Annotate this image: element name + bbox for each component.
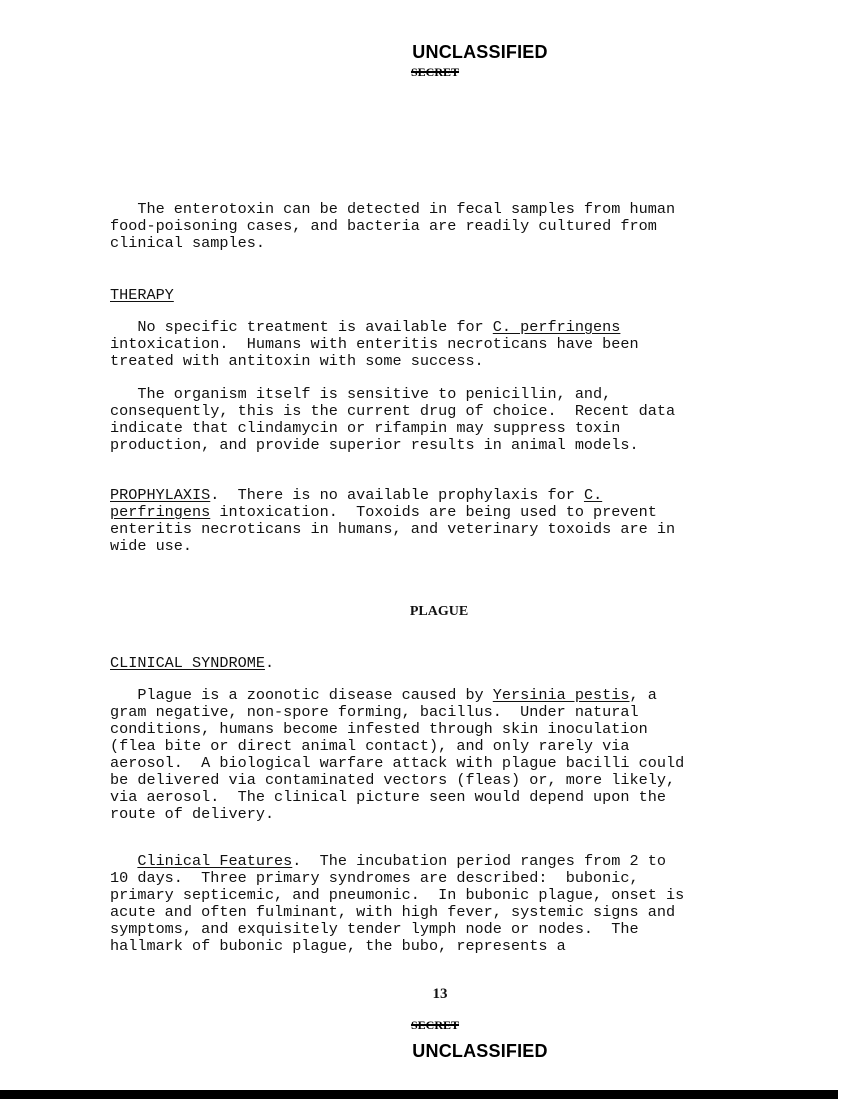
organism-name-part-b: perfringens [110,503,211,521]
classification-marking-top: UNCLASSIFIED [412,42,548,62]
clinical-syndrome-heading-line [110,655,274,672]
clinical-features-rest: . The incubation period ranges from 2 to 10 days. Three primary syndromes are described: bubonic, primary septicemic, and pneumonic. In bubonic plague, onset is acute and often fulminant, with high fever, systemic signs and symptoms, and exquisitely tender lymph node or nodes. The hallmark of bubonic plague, the bubo, represents a [110,852,685,955]
organism-name: Yersinia pestis [492,686,630,704]
detection-paragraph: The enterotoxin can be detected in fecal samples from human food-poisoning cases, and bacteria are readily cultured from clinical samples. [110,200,676,252]
clinical-features-heading: Clinical Features [137,852,293,870]
plague-p1-rest: , a gram negative, non-spore forming, bacillus. Under natural conditions, humans become infested through skin inoculation (flea bite or direct animal contact), and only rarely via aerosol. A biological warfare attack with plague bacilli could be delivered via contaminated vectors (fleas) or, more likely, via aerosol. The clinical picture seen would depend upon the route of delivery. [110,686,685,823]
struck-marking-bottom: SECRET [410,1018,460,1032]
prophylaxis-rest: intoxication. Toxoids are being used to prevent enteritis necroticans in humans, and veterinary toxoids are in wide use. [110,503,676,555]
prophylaxis-heading: PROPHYLAXIS [110,486,211,504]
struck-marking-top: SECRET [410,65,460,79]
clinical-features-paragraph [110,853,770,955]
classification-marking-bottom: UNCLASSIFIED [412,1041,548,1061]
prophylaxis-lead: . There is no available prophylaxis for [210,486,584,504]
organism-name: C. perfringens [492,318,621,336]
prophylaxis-paragraph [110,487,770,555]
therapy-paragraph-1 [110,319,770,370]
organism-name-part-a: C. [583,486,603,504]
page-number: 13 [432,986,448,1002]
therapy-paragraph-2: The organism itself is sensitive to penicillin, and, consequently, this is the current drug of choice. Recent data indicate that clindamycin or rifampin may suppress toxin production, and provide superior results in animal models. [110,385,676,454]
therapy-heading: THERAPY [110,286,174,304]
scan-edge-bar [0,1090,838,1099]
clinical-features-indent [110,852,137,870]
plague-paragraph-1 [110,687,770,823]
plague-section-title: PLAGUE [409,604,469,619]
clinical-syndrome-heading: CLINICAL SYNDROME [110,654,265,672]
therapy-p1-lead: No specific treatment is available for [110,318,493,336]
therapy-p1-rest: intoxication. Humans with enteritis necroticans have been treated with antitoxin with some success. [110,335,639,370]
clinical-syndrome-heading-suffix: . [264,654,275,672]
plague-p1-lead: Plague is a zoonotic disease caused by [110,686,493,704]
